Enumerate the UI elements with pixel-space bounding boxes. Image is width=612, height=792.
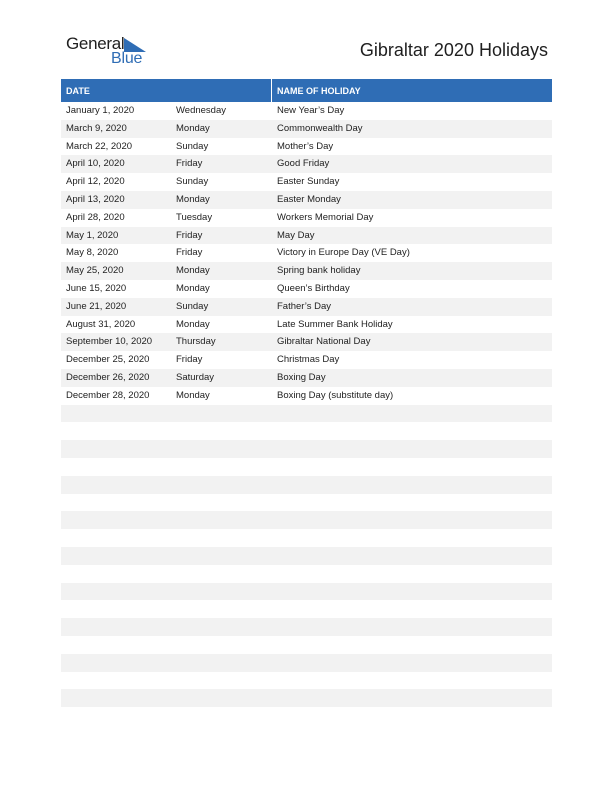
holiday-name: Victory in Europe Day (VE Day) bbox=[277, 247, 410, 259]
holiday-weekday: Friday bbox=[176, 158, 203, 170]
holiday-name: May Day bbox=[277, 229, 315, 241]
empty-table-row bbox=[61, 618, 552, 636]
header-date: DATE bbox=[66, 86, 90, 96]
empty-table-row bbox=[61, 565, 552, 583]
holiday-weekday: Sunday bbox=[176, 300, 209, 312]
table-row bbox=[61, 244, 552, 262]
holiday-name: Easter Monday bbox=[277, 193, 341, 205]
table-row bbox=[61, 209, 552, 227]
holiday-date: August 31, 2020 bbox=[66, 318, 136, 330]
holiday-name: New Year’s Day bbox=[277, 105, 345, 116]
empty-table-row bbox=[61, 707, 552, 725]
holiday-weekday: Monday bbox=[176, 122, 210, 134]
table-row bbox=[61, 191, 552, 209]
empty-table-row bbox=[61, 689, 552, 707]
header-divider bbox=[271, 79, 272, 102]
holiday-name: Good Friday bbox=[277, 158, 330, 170]
holiday-date: April 28, 2020 bbox=[66, 211, 125, 223]
table-row bbox=[61, 316, 552, 334]
empty-table-row bbox=[61, 494, 552, 512]
holiday-date: September 10, 2020 bbox=[66, 336, 153, 348]
holiday-date: May 1, 2020 bbox=[66, 229, 119, 241]
holiday-name: Gibraltar National Day bbox=[277, 336, 371, 348]
empty-table-row bbox=[61, 529, 552, 547]
table-row bbox=[61, 138, 552, 156]
holiday-weekday: Thursday bbox=[176, 336, 216, 348]
holiday-weekday: Sunday bbox=[176, 140, 209, 152]
holiday-weekday: Wednesday bbox=[176, 105, 226, 116]
holiday-weekday: Monday bbox=[176, 282, 210, 294]
empty-table-row bbox=[61, 511, 552, 529]
empty-table-row bbox=[61, 636, 552, 654]
holiday-weekday: Monday bbox=[176, 389, 210, 401]
table-row bbox=[61, 102, 552, 120]
table-body bbox=[61, 102, 552, 725]
holiday-date: March 9, 2020 bbox=[66, 122, 127, 134]
holiday-date: April 13, 2020 bbox=[66, 193, 125, 205]
holiday-weekday: Friday bbox=[176, 354, 203, 366]
holiday-date: April 10, 2020 bbox=[66, 158, 125, 170]
table-row bbox=[61, 333, 552, 351]
holiday-name: Spring bank holiday bbox=[277, 265, 361, 277]
holiday-table bbox=[61, 79, 552, 725]
holiday-name: Christmas Day bbox=[277, 354, 340, 366]
holiday-name: Mother’s Day bbox=[277, 140, 334, 152]
empty-table-row bbox=[61, 440, 552, 458]
empty-table-row bbox=[61, 405, 552, 423]
table-row bbox=[61, 173, 552, 191]
holiday-name: Boxing Day bbox=[277, 371, 326, 383]
table-row bbox=[61, 387, 552, 405]
empty-table-row bbox=[61, 654, 552, 672]
table-row bbox=[61, 227, 552, 245]
holiday-name: Boxing Day (substitute day) bbox=[277, 389, 394, 401]
holiday-name: Commonwealth Day bbox=[277, 122, 363, 134]
header-holiday-name: NAME OF HOLIDAY bbox=[277, 86, 361, 96]
table-row bbox=[61, 369, 552, 387]
holiday-weekday: Saturday bbox=[176, 371, 215, 383]
general-blue-logo bbox=[66, 34, 156, 70]
empty-table-row bbox=[61, 458, 552, 476]
holiday-name: Father’s Day bbox=[277, 300, 332, 312]
holiday-name: Late Summer Bank Holiday bbox=[277, 318, 393, 330]
table-row bbox=[61, 298, 552, 316]
table-row bbox=[61, 262, 552, 280]
logo-word-general: General bbox=[66, 34, 125, 53]
holiday-weekday: Tuesday bbox=[176, 211, 213, 223]
holiday-weekday: Monday bbox=[176, 193, 210, 205]
holiday-date: January 1, 2020 bbox=[66, 105, 135, 116]
holiday-date: May 8, 2020 bbox=[66, 247, 119, 259]
empty-table-row bbox=[61, 600, 552, 618]
holiday-date: June 15, 2020 bbox=[66, 282, 127, 294]
holiday-name: Queen’s Birthday bbox=[277, 282, 350, 294]
empty-table-row bbox=[61, 583, 552, 601]
holiday-weekday: Monday bbox=[176, 318, 210, 330]
logo-word-blue: Blue bbox=[111, 50, 143, 67]
holiday-date: December 25, 2020 bbox=[66, 354, 150, 366]
empty-table-row bbox=[61, 422, 552, 440]
holiday-name: Easter Sunday bbox=[277, 176, 340, 188]
holiday-date: March 22, 2020 bbox=[66, 140, 133, 152]
table-row bbox=[61, 280, 552, 298]
holiday-date: December 28, 2020 bbox=[66, 389, 150, 401]
empty-table-row bbox=[61, 476, 552, 494]
holiday-weekday: Sunday bbox=[176, 176, 209, 188]
table-row bbox=[61, 120, 552, 138]
empty-table-row bbox=[61, 672, 552, 690]
holiday-weekday: Monday bbox=[176, 265, 210, 277]
holiday-date: May 25, 2020 bbox=[66, 265, 124, 277]
empty-table-row bbox=[61, 547, 552, 565]
table-row bbox=[61, 351, 552, 369]
holiday-date: December 26, 2020 bbox=[66, 371, 150, 383]
holiday-date: June 21, 2020 bbox=[66, 300, 127, 312]
holiday-name: Workers Memorial Day bbox=[277, 211, 374, 223]
table-header bbox=[61, 79, 552, 102]
holiday-weekday: Friday bbox=[176, 247, 203, 259]
holiday-date: April 12, 2020 bbox=[66, 176, 125, 188]
holiday-weekday: Friday bbox=[176, 229, 203, 241]
page-title: Gibraltar 2020 Holidays bbox=[359, 40, 548, 60]
table-row bbox=[61, 155, 552, 173]
